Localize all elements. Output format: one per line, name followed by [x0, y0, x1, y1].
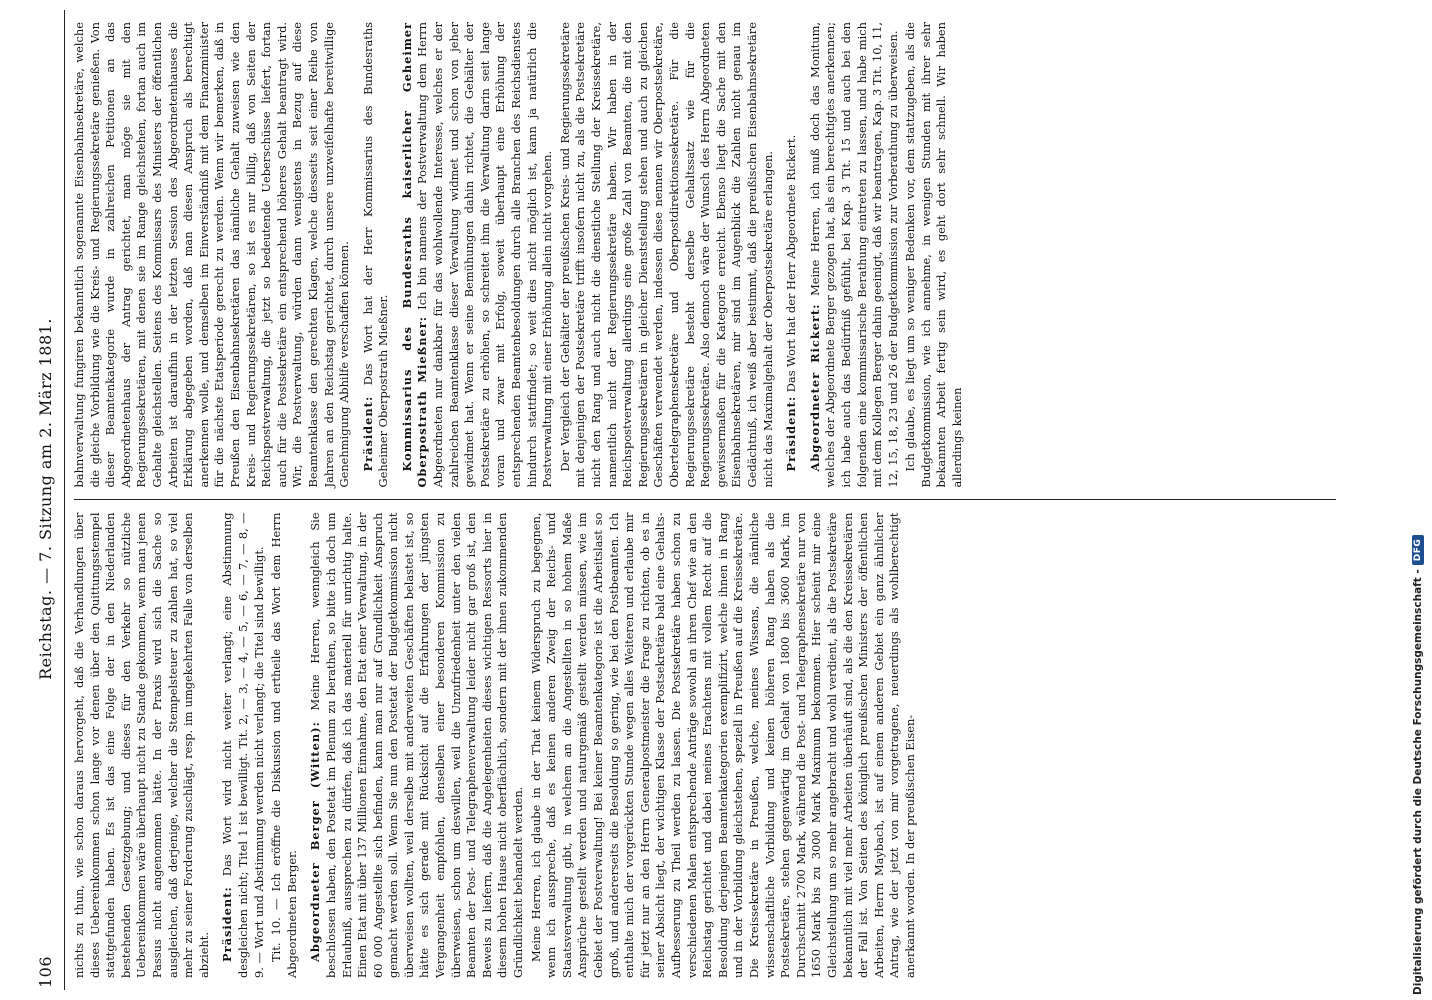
paragraph-text: Der Vergleich der Gehälter der preußischen Kreis- und Regierungssekretäre mit denjenigen der Postsekretäre trifft insofern nicht zu, als die Postsekretäre nicht den Rang und auch nicht die dienstliche Stellung der Kreissekretäre, namentlich nicht der Regierungssekretäre haben. Wir haben in der Reichspostverwaltung allerdings eine große Zahl von Beamten, die mit den Regierungssekretären in gleicher Dienststellung stehen und auch zu gleichen Geschäften verwendet werden, indessen diese nennen wir Oberpostsekretäre, Obertelegraphensekretäre und Oberpostdirektionssekretäre. Für die Regierungssekretäre besteht derselbe Gehaltssatz wie für die Regierungssekretäre. Also dennoch wäre der Wunsch des Herrn Abgeordneten gewissermaßen für die Kategorie erreicht. Ebenso liegt die Sache mit den Eisenbahnsekretären, mir sind im Augenblick die Zahlen nicht genau im Gedächtniß, ich weiß aber bestimmt, daß die preußischen Eisenbahnsekretäre nicht das Maximalgehalt der Oberpostsekretäre erlangen.: [557, 22, 775, 488]
paragraph-text: Das Wort hat der Herr Abgeordnete Rickert.: [784, 134, 799, 393]
running-title: Reichstag. — 7. Sitzung am 2. März 1881.: [36, 318, 55, 680]
text-paragraph: [269, 513, 300, 979]
speaker-name: Präsident:: [360, 395, 375, 472]
dfg-logo: DFG: [1412, 535, 1424, 566]
text-paragraph: [529, 513, 919, 979]
speech-paragraph: [784, 22, 800, 488]
paragraph-text: Das Wort hat der Herr Kommissarius des Bundesraths Geheimer Oberpostrath Mießner.: [360, 21, 391, 488]
paragraph-text: Tit. 10. — Ich eröffne die Diskussion und ertheile das Wort dem Herrn Abgeordneten Berger.: [269, 512, 299, 978]
text-paragraph: [903, 22, 965, 488]
speaker-name: Kommissarius des Bundesraths kaiserlicher Geheimer Oberpostrath Mießner:: [399, 22, 430, 488]
running-head: [36, 12, 60, 988]
paragraph-text: Meine Herren, ich muß doch das Monitum, welches der Abgeordnete Berger gezogen hat, als ein berechtigtes anerkennen; ich habe auch das Bedürfniß gefühlt, bei Kap. 3 Tit. 15 und auch bei den folgenden eine kommissarische Berathung eintreten zu lassen, und habe mich mit dem Kollegen Berger dahin geeinigt, daß wir beantragen, Kap. 3 Tit. 10, 11, 12, 15, 18, 23 und 26 der Budgetkommission zur Vorberathung zu überweisen.: [807, 21, 900, 488]
rotated-document-page: [14, 0, 1344, 1000]
right-column: [72, 10, 1336, 500]
column-divider: [74, 500, 1336, 501]
paragraph-text: nichts zu thun, wie schon daraus hervorgeht, daß die Verhandlungen über dieses Uebereinkommen schon lange vor denen über den Quittungsstempel stattgefunden haben. Es ist das eine Folge der in den Niederlanden bestehenden Gesetzgebung; und dieses für den Verkehr so nützliche Uebereinkommen wäre überhaupt nicht zu Stande gekommen, wenn man jenen Passus nicht angenommen hätte. In der Praxis wird sich die Sache so ausgleichen, daß derjenige, welcher die Stempelsteuer zu zahlen hat, so viel mehr zu seiner Forderung zuschlägt, resp. im umgekehrten Falle von derselben abzieht.: [72, 512, 211, 978]
paragraph-text: Ich bin namens der Postverwaltung dem Herrn Abgeordneten nur dankbar für das wohlwollende Interesse, welches er der zahlreichen Beamtenklasse dieser Verwaltung widmet und schon von jeher gewidmet hat. Wenn er seine Bemühungen dahin richtet, die Gehälter der Postsekretäre zu erhöhen, so schreitet ihm die Verwaltung darin seit lange voran und zwar mit Erfolg, soweit überhaupt eine Erhöhung der entsprechenden Beamtenbesoldungen durch alle Branchen des Reichsdienstes hindurch stattfindet; so weit dies nicht möglich ist, kann ja natürlich die Postverwaltung mit einer Erhöhung allein nicht vorgehen.: [415, 22, 555, 488]
left-column: [72, 501, 1336, 991]
text-columns: [72, 10, 1336, 990]
text-paragraph: [72, 513, 212, 979]
paragraph-text: Ich glaube, es liegt um so weniger Bedenken vor, dem stattzugeben, als die Budgetkommission, wie ich annehme, in wenigen Stunden mit ihrer sehr bekannten Arbeit fertig sein wird, es geht dort sehr schnell. Wir haben allerdings keinen: [903, 22, 965, 488]
page-number: 106: [36, 955, 55, 988]
text-paragraph: [558, 22, 776, 488]
paragraph-text: bahnverwaltung fungiren bekanntlich sogenannte Eisenbahnsekretäre, welche die gleiche Vorbildung wie die Kreis- und Regierungssekretäre genießen. Von dieser Beamtenkategorie wurde in zahlreichen Petitionen an das Abgeordnetenhaus der Antrag gerichtet, man möge sie mit den Regierungssekretären, mit denen sie im Range gleichstehen, fortan auch im Gehalte gleichstellen. Seitens des Kommissars des Ministers der öffentlichen Arbeiten ist daraufhin in der letzten Session des Abgeordnetenhauses die Erklärung abgegeben worden, daß man diesen Anspruch als berechtigt anerkennen wolle, und demselben im Einverständniß mit dem Finanzminister für die nächste Etatsperiode gerecht zu werden. Wenn wir bemerken, daß in Preußen den Eisenbahnsekretären das nämliche Gehalt zuweisen wie den Kreis- und Regierungssekretären, so ist es nur billig, daß von Seiten der Reichspostverwaltung, die jetzt so bedeutende Ueberschüsse liefert, fortan auch für die Postsekretäre ein entsprechend höheres Gehalt beantragt wird. Wir, die Postverwaltung, würden dann wenigstens in Bezug auf diese Beamtenklasse den gerechten Klagen, welche diesseits seit einer Reihe von Jahren an den Reichstag gerichtet, durch unsere unzweifelhafte bereitwillige Genehmigung Abhilfe verschaffen können.: [72, 22, 352, 488]
speech-paragraph: [400, 22, 556, 488]
speech-paragraph: [361, 22, 392, 488]
paragraph-text: Meine Herren, ich glaube in der That keinem Widerspruch zu begegnen, wenn ich ausspreche, daß es keinen anderen Zweig der Reichs- und Staatsverwaltung gibt, in welchem an die Angestellten in so hohem Maße Ansprüche gestellt werden und naturgemäß gestellt werden müssen, wie im Gebiet der Postverwaltung! Bei keiner Beamtenkategorie ist die Arbeitslast so groß, und andererseits die Besoldung so gering, wie bei den Postbeamten. Ich enthalte mich der vorgerückten Stunde wegen alles Weiteren und erlaube mir für jetzt nur an den Herrn Generalpostmeister die Frage zu richten, ob es in seiner Absicht liegt, der wichtigen Klasse der Postsekretäre bald eine Gehalts-Aufbesserung zu Theil werden zu lassen. Die Postsekretäre haben schon zu verschiedenen Malen entsprechende Anträge sowohl an ihren Chef wie an den Reichstag gerichtet und dabei meines Erachtens mit vollem Recht auf die Besoldung derjenigen Beamtenkategorien exemplifizirt, welche ihnen in Rang und in der Vorbildung gleichstehen, speziell in Preußen auf die Kreissekretäre. Die Kreissekretäre in Preußen, welche, meines Wissens, die nämliche wissenschaftliche Vorbildung und keinen höheren Rang haben als die Postsekretäre, stehen gegenwärtig im Gehalt von 1800 bis 3600 Mark, im Durchschnitt 2700 Mark, während die Post- und Telegraphensekretäre nur von 1650 Mark bis zu 3000 Mark Maximum bekommen. Hier scheint mir eine Gleichstellung um so mehr angebracht und wohl verdient, als die Postsekretäre bekanntlich mit viel mehr Arbeiten überhäuft sind, als die den Kreissekretären der Fall ist. Von Seiten des königlich preußischen Ministers der öffentlichen Arbeiten, Herrn Maybach, ist auf einem anderen Gebiet ein ganz ähnlicher Antrag, wie der jetzt von mir vorgetragene, neuerdings als wohlberechtigt anerkannt worden. In der preußischen Eisen-: [528, 512, 917, 978]
text-paragraph: [72, 22, 353, 488]
speech-paragraph: [808, 22, 902, 488]
paragraph-text: Das Wort wird nicht weiter verlangt; eine Abstimmung desgleichen nicht; Titel 1 ist bewilligt. Tit. 2, — 3, — 4, — 5, — 6, — 7, — 8, — 9. — Wort und Abstimmung werden nicht verlangt; die Titel sind bewilligt.: [220, 512, 266, 978]
paragraph-text: Meine Herren, wenngleich Sie beschlossen haben, den Postetat im Plenum zu berathen, so bitte ich doch um Erlaubniß, aussprechen zu dürfen, daß ich das materiell für unrichtig halte. Einen Etat mit über 137 Millionen Einnahme, den Etat einer Verwaltung, in der 60 000 Angestellte sich befinden, kann man nur auf Grundlichkeit Anspruch gemacht werden soll. Wenn Sie nun den Postetat der Budgetkommission nicht überweisen wollten, weil derselbe mit anderweiten Geschäften belastet ist, so hätte es sich gerade mit Rücksicht auf die Erfahrungen der jüngsten Vergangenheit empfohlen, denselben einer besonderen Kommission zu überweisen, schon um deswillen, weil die Unzufriedenheit unter den vielen Beamten der Post- und Telegraphenverwaltung leider nicht gar groß ist, den Beweis zu liefern, daß die Angelegenheiten dieses wichtigen Ressorts hier in diesem hohen Hause nicht oberflächlich, sondern mit der ihnen zukommenden Gründlichkeit behandelt werden.: [308, 512, 526, 978]
header-rule: [64, 10, 65, 990]
speech-paragraph: [308, 513, 526, 979]
speaker-name: Abgeordneter Berger (Witten):: [308, 721, 323, 962]
speaker-name: Abgeordneter Rickert:: [807, 303, 822, 472]
speaker-name: Präsident:: [220, 886, 235, 962]
digitization-credit: [1412, 535, 1424, 995]
credit-text: Digitalisierung gefördert durch die Deutsche Forschungsgemeinschaft -: [1412, 569, 1424, 995]
speech-paragraph: [220, 513, 267, 979]
speaker-name: Präsident:: [784, 395, 799, 472]
